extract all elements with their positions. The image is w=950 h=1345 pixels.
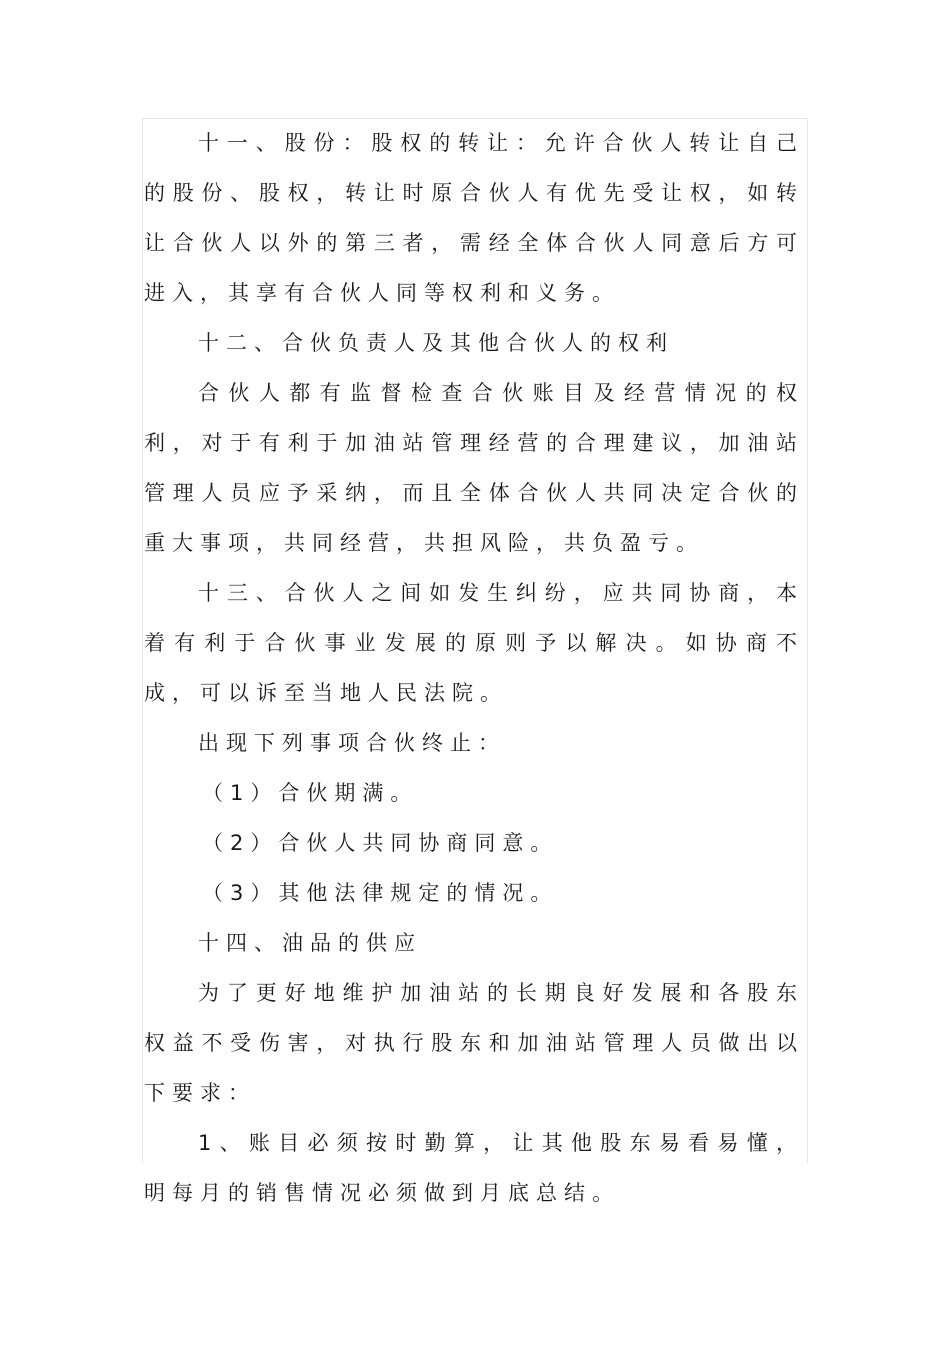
paragraph-share-transfer: 十一、股份：股权的转让：允许合伙人转让自己的股份、股权，转让时原合伙人有优先受让权，如转让合伙人以外的第三者，需经全体合伙人同意后方可进入，其享有合伙人同等权利和义务。: [144, 131, 804, 305]
list-item-termination-2: （2）合伙人共同协商同意。: [202, 831, 559, 855]
list-item-termination-3: （3）其他法律规定的情况。: [202, 881, 559, 905]
section-heading-oil-supply: 十四、油品的供应: [198, 931, 422, 955]
document-body: [144, 118, 804, 1218]
paragraph-management-requirements: 为了更好地维护加油站的长期良好发展和各股东权益不受伤害，对执行股东和加油站管理人员做出以下要求：: [144, 981, 804, 1105]
page-frame-left: [142, 118, 143, 1163]
list-item-termination-1: （1）合伙期满。: [202, 781, 419, 805]
paragraph-partner-supervision: 合伙人都有监督检查合伙账目及经营情况的权利，对于有利于加油站管理经营的合理建议，加油站管理人员应予采纳，而且全体合伙人共同决定合伙的重大事项，共同经营，共担风险，共负盈亏。: [144, 381, 804, 555]
page-frame-right: [807, 118, 808, 1163]
section-heading-partner-rights: 十二、合伙负责人及其他合伙人的权利: [198, 331, 674, 355]
paragraph-dispute-resolution: 十三、合伙人之间如发生纠纷，应共同协商，本着有利于合伙事业发展的原则予以解决。如协商不成，可以诉至当地人民法院。: [144, 581, 804, 705]
paragraph-accounting-requirement: 1、账目必须按时勤算，让其他股东易看易懂，明每月的销售情况必须做到月底总结。: [144, 1131, 804, 1205]
paragraph-termination-intro: 出现下列事项合伙终止：: [198, 731, 506, 755]
